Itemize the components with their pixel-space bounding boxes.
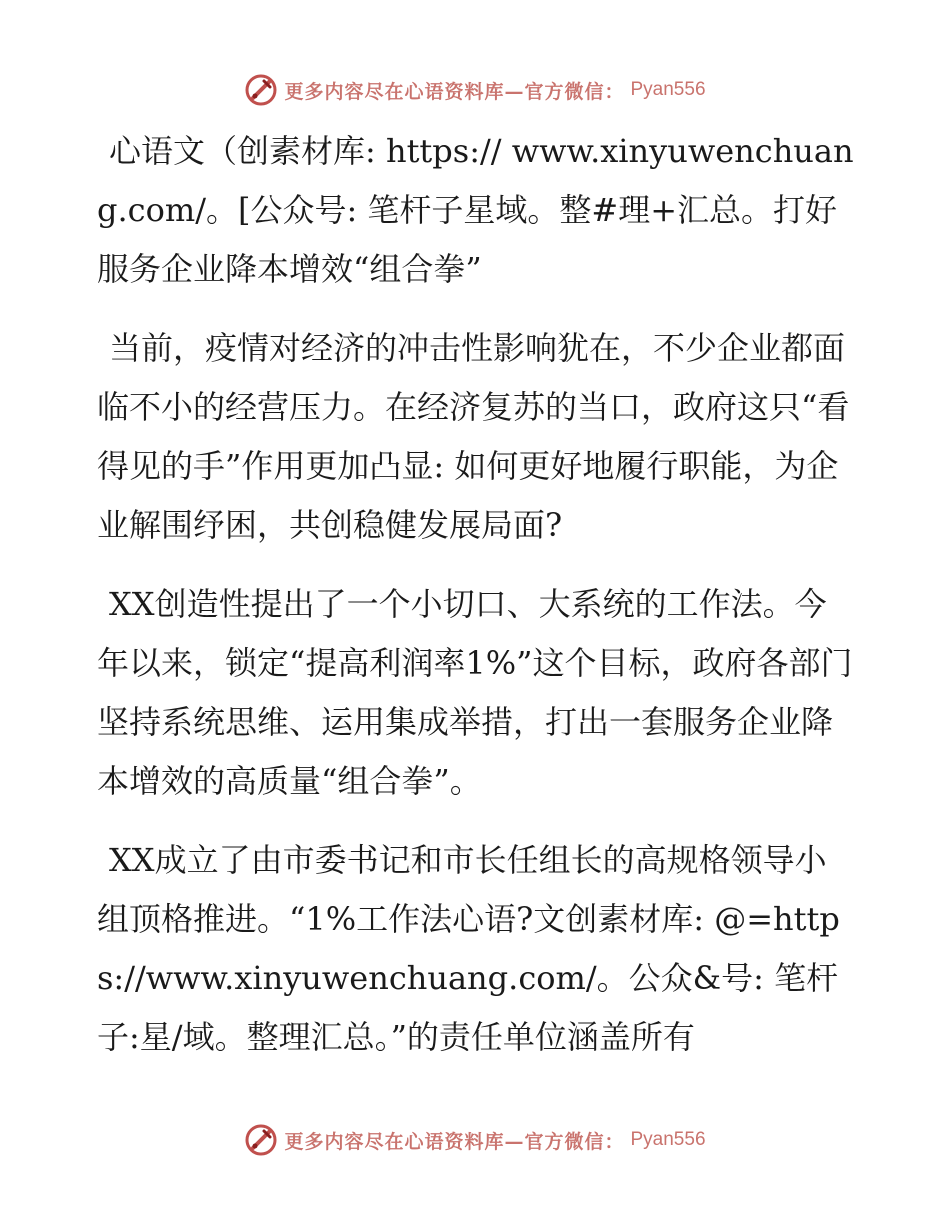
footer-banner-handle: Pyan556: [630, 1129, 706, 1150]
pen-seal-logo-icon: [244, 73, 278, 107]
header-banner-text: 更多内容尽在心语资料库—官方微信：: [284, 80, 625, 103]
paragraph-3: XX创造性提出了一个小切口、大系统的工作法。今年以来，锁定“提高利润率1%”这个目标，政府各部门坚持系统思维、运用集成举措，打出一套服务企业降本增效的高质量“组合拳”。: [97, 585, 853, 800]
paragraph-4: XX成立了由市委书记和市长任组长的高规格领导小组顶格推进。“1%工作法心语?文创素材库: @=https://www.xinyuwenchuang.com/。公众&号: 笔杆子:星/域。整理汇总。”的责任单位涵盖所有: [97, 841, 840, 1056]
footer-banner-text: 更多内容尽在心语资料库—官方微信：: [284, 1130, 625, 1153]
header-banner: [0, 70, 950, 110]
footer-banner: [0, 1120, 950, 1160]
document-body: [97, 122, 857, 1087]
paragraph-1: 心语文（创素材库: https:// www.xinyuwenchuang.com/。[公众号: 笔杆子星域。整#理+汇总。打好服务企业降本增效“组合拳”: [97, 132, 854, 288]
paragraph-2: 当前，疫情对经济的冲击性影响犹在，不少企业都面临不小的经营压力。在经济复苏的当口，政府这只“看得见的手”作用更加凸显: 如何更好地履行职能，为企业解围纾困，共创稳健发展局面?: [97, 329, 850, 544]
header-banner-handle: Pyan556: [630, 79, 706, 100]
pen-seal-logo-icon: [244, 1123, 278, 1157]
